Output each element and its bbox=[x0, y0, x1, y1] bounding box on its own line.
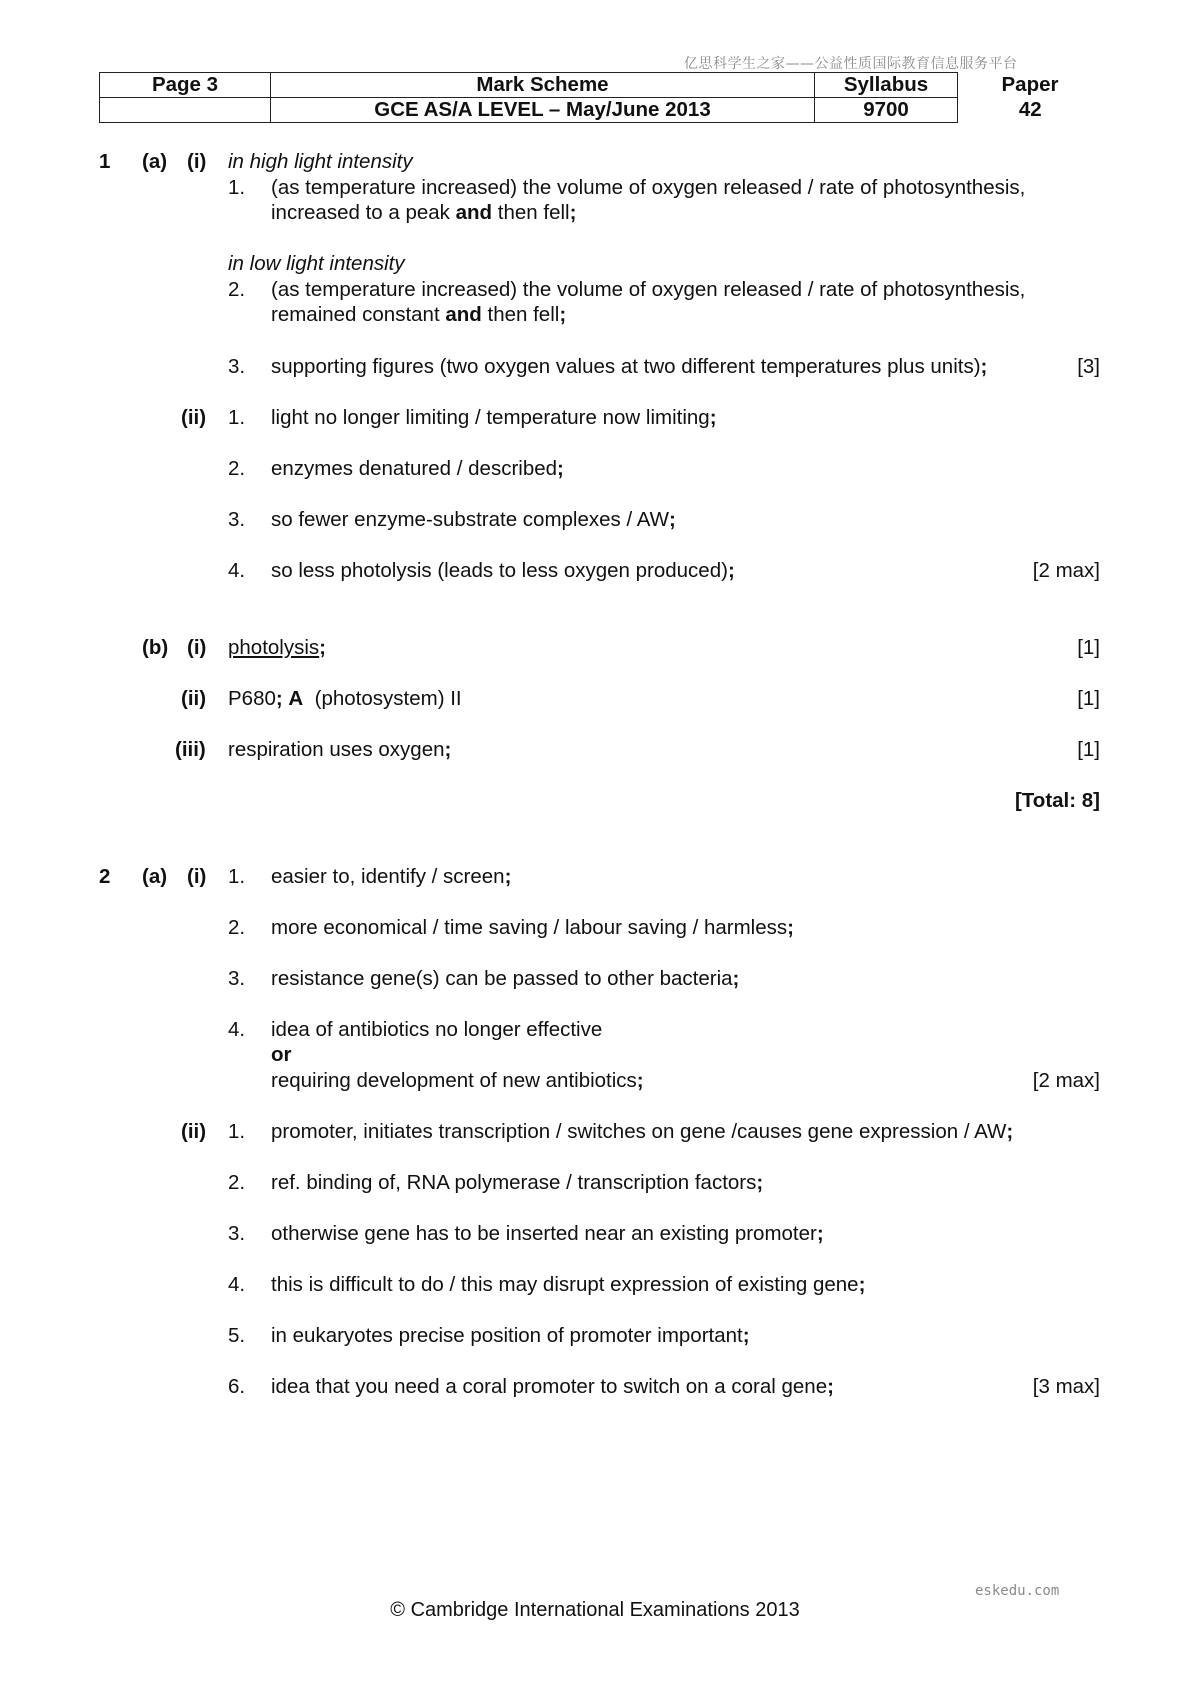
q2a-sub-ii: (ii) bbox=[181, 1120, 207, 1143]
header-page: Page 3 bbox=[100, 73, 271, 98]
header-paper: 42 bbox=[1018, 98, 1042, 121]
q1ai-point-num: 1. bbox=[228, 176, 246, 199]
q1aii-point1: light no longer limiting / temperature now limiting; bbox=[271, 406, 717, 429]
header-table bbox=[99, 72, 1103, 123]
q2ai-point2: more economical / time saving / labour saving / harmless; bbox=[271, 916, 794, 939]
q1aii-point3: so fewer enzyme-substrate complexes / AW; bbox=[271, 508, 676, 531]
q2ai-point4-line3: requiring development of new antibiotics; bbox=[271, 1069, 644, 1092]
q1aii-point4: so less photolysis (leads to less oxygen produced); bbox=[271, 559, 735, 582]
q2ai-point-num: 4. bbox=[228, 1018, 246, 1041]
header-syllabus-label: Syllabus bbox=[815, 73, 958, 98]
q2aii-point-num: 3. bbox=[228, 1222, 246, 1245]
q1-total: [Total: 8] bbox=[1014, 789, 1100, 812]
q1ai-point-num: 2. bbox=[228, 278, 246, 301]
q2ai-point-num: 1. bbox=[228, 865, 246, 888]
q1bi-answer: photolysis; bbox=[228, 636, 326, 659]
q1ai-mark: [3] bbox=[1077, 355, 1100, 378]
q1aii-point-num: 3. bbox=[228, 508, 246, 531]
watermark-text: 亿思科学生之家——公益性质国际教育信息服务平台 bbox=[684, 56, 1018, 72]
q2aii-point5: in eukaryotes precise position of promoter important; bbox=[271, 1324, 750, 1347]
q1b-sub-iii: (iii) bbox=[175, 738, 206, 761]
q2aii-point3: otherwise gene has to be inserted near an existing promoter; bbox=[271, 1222, 824, 1245]
q2aii-point6: idea that you need a coral promoter to switch on a coral gene; bbox=[271, 1375, 834, 1398]
q2aii-point-num: 1. bbox=[228, 1120, 246, 1143]
q2ai-point3: resistance gene(s) can be passed to other bacteria; bbox=[271, 967, 740, 990]
q2aii-point-num: 4. bbox=[228, 1273, 246, 1296]
header-empty-cell bbox=[100, 98, 271, 123]
q2ai-point1: easier to, identify / screen; bbox=[271, 865, 512, 888]
q1ai-high-light-heading: in high light intensity bbox=[228, 150, 413, 173]
q1bii-mark: [1] bbox=[1077, 687, 1100, 710]
q1ai-point1-line1: (as temperature increased) the volume of oxygen released / rate of photosynthesis, bbox=[271, 176, 1026, 199]
header-paper-label: Paper bbox=[1001, 73, 1059, 96]
q1aii-point-num: 1. bbox=[228, 406, 246, 429]
q1-part-a: (a) bbox=[142, 150, 168, 173]
q1aii-mark: [2 max] bbox=[1032, 559, 1100, 582]
q2aii-point4: this is difficult to do / this may disrupt expression of existing gene; bbox=[271, 1273, 866, 1296]
q2aii-point-num: 2. bbox=[228, 1171, 246, 1194]
copyright-footer: © Cambridge International Examinations 2013 bbox=[390, 1599, 800, 1621]
q1biii-answer: respiration uses oxygen; bbox=[228, 738, 452, 761]
footer-watermark: eskedu.com bbox=[975, 1583, 1060, 1599]
q1aii-point2: enzymes denatured / described; bbox=[271, 457, 564, 480]
header-syllabus: 9700 bbox=[815, 98, 958, 123]
question-number-2: 2 bbox=[99, 865, 111, 888]
q1ai-point3: supporting figures (two oxygen values at two different temperatures plus units); bbox=[271, 355, 988, 378]
question-number-1: 1 bbox=[99, 150, 111, 173]
q1a-sub-ii: (ii) bbox=[181, 406, 207, 429]
header-exam: GCE AS/A LEVEL – May/June 2013 bbox=[271, 98, 815, 123]
q1ai-low-light-heading: in low light intensity bbox=[228, 252, 405, 275]
q1ai-point2-line2: remained constant and then fell; bbox=[271, 303, 567, 326]
q1bi-mark: [1] bbox=[1077, 636, 1100, 659]
q2a-sub-i: (i) bbox=[187, 865, 207, 888]
q1b-sub-i: (i) bbox=[187, 636, 207, 659]
q2ai-point-num: 3. bbox=[228, 967, 246, 990]
q1ai-point-num: 3. bbox=[228, 355, 246, 378]
q2-part-a: (a) bbox=[142, 865, 168, 888]
q1aii-point-num: 2. bbox=[228, 457, 246, 480]
q1biii-mark: [1] bbox=[1077, 738, 1100, 761]
q2ai-point4-or: or bbox=[271, 1043, 292, 1066]
q2aii-point1: promoter, initiates transcription / switches on gene /causes gene expression / AW; bbox=[271, 1120, 1014, 1143]
q1aii-point-num: 4. bbox=[228, 559, 246, 582]
q1a-sub-i: (i) bbox=[187, 150, 207, 173]
q2aii-point-num: 5. bbox=[228, 1324, 246, 1347]
q2aii-point-num: 6. bbox=[228, 1375, 246, 1398]
q2ai-mark: [2 max] bbox=[1032, 1069, 1100, 1092]
q2ai-point4-line1: idea of antibiotics no longer effective bbox=[271, 1018, 603, 1041]
header-doc: Mark Scheme bbox=[271, 73, 815, 98]
q2aii-point2: ref. binding of, RNA polymerase / transcription factors; bbox=[271, 1171, 764, 1194]
q1-part-b: (b) bbox=[142, 636, 169, 659]
q1ai-point2-line1: (as temperature increased) the volume of oxygen released / rate of photosynthesis, bbox=[271, 278, 1026, 301]
q2aii-mark: [3 max] bbox=[1032, 1375, 1100, 1398]
q1bii-answer: P680; A (photosystem) II bbox=[228, 687, 462, 710]
q1b-sub-ii: (ii) bbox=[181, 687, 207, 710]
q2ai-point-num: 2. bbox=[228, 916, 246, 939]
q1ai-point1-line2: increased to a peak and then fell; bbox=[271, 201, 577, 224]
